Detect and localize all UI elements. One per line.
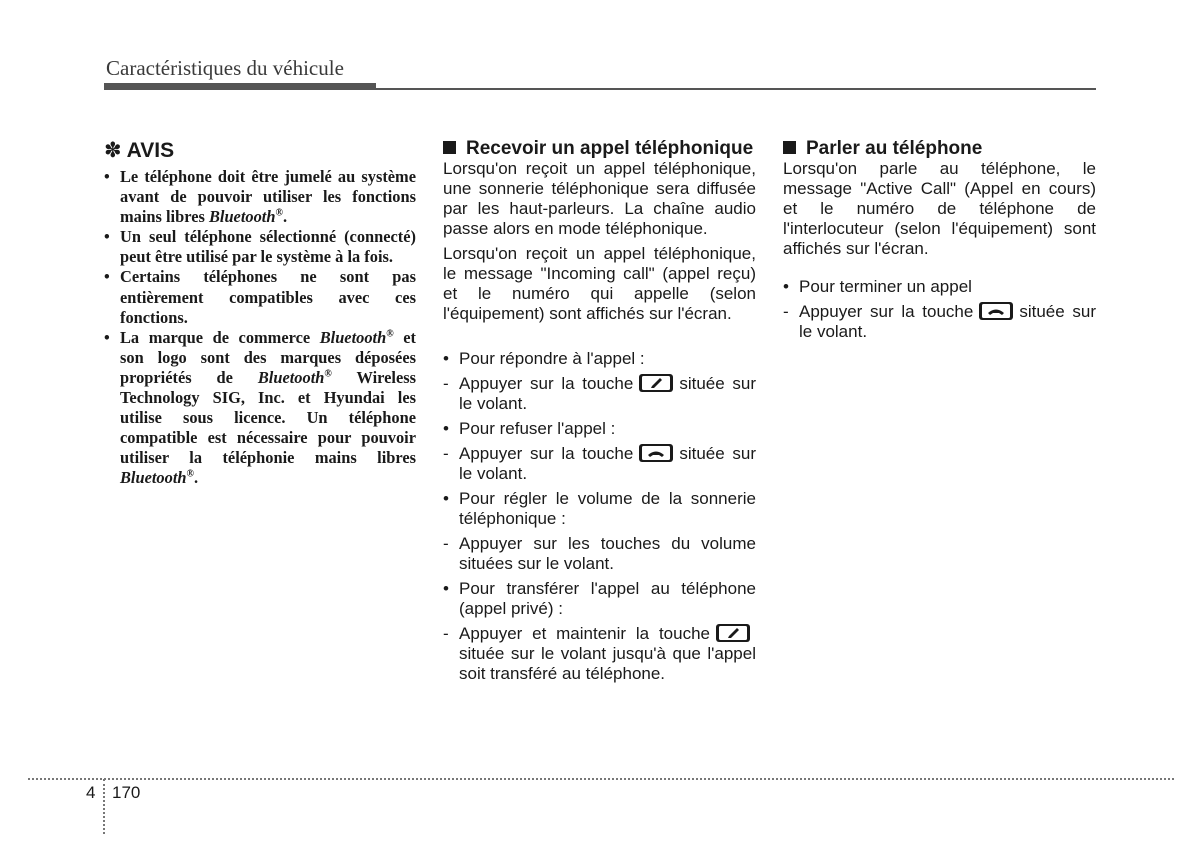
reject-step: - Appuyer sur la touche située sur le volant. — [443, 444, 756, 483]
volume-step: - Appuyer sur les touches du volume situées sur le volant. — [443, 534, 756, 573]
phone-hangup-icon — [979, 302, 1013, 320]
notice-list — [104, 167, 416, 489]
reject-bullet: • Pour refuser l'appel : — [443, 419, 616, 438]
notice-heading: ✽ AVIS — [104, 139, 175, 162]
footer-dotted-rule — [28, 778, 1174, 780]
phone-answer-icon — [639, 374, 673, 392]
notice-item: • Un seul téléphone sélectionné (connecté) peut être utilisé par le système à la fois. — [104, 227, 416, 267]
end-call-step: - Appuyer sur la touche située sur le volant. — [783, 302, 1096, 341]
chapter-number: 4 — [86, 783, 96, 802]
talk-paragraph: Lorsqu'on parle au téléphone, le message "Active Call" (Appel en cours) et le numéro de téléphone de l'interlocuteur (selon l'équipement) sont affichés sur l'écran. — [783, 159, 1096, 258]
phone-answer-icon — [716, 624, 750, 642]
receive-call-column — [443, 138, 756, 684]
header-rule — [104, 88, 1096, 90]
talk-heading: Parler au téléphone — [783, 138, 1096, 159]
square-bullet-icon — [783, 141, 796, 154]
phone-hangup-icon — [639, 444, 673, 462]
page-header-title: Caractéristiques du véhicule — [106, 56, 344, 80]
square-bullet-icon — [443, 141, 456, 154]
notice-column — [104, 138, 416, 489]
transfer-step: - Appuyer et maintenir la touche située sur le volant jusqu'à que l'appel soit transféré au téléphone. — [443, 624, 756, 683]
notice-item: • Le téléphone doit être jumelé au système avant de pouvoir utiliser les fonctions mains libres Bluetooth®. — [104, 167, 416, 227]
footer-dotted-divider — [103, 779, 105, 834]
answer-bullet: • Pour répondre à l'appel : — [443, 349, 645, 368]
notice-item: • Certains téléphones ne sont pas entièrement compatibles avec ces fonctions. — [104, 267, 416, 327]
page-number: 170 — [112, 783, 141, 802]
receive-call-paragraph-1: Lorsqu'on reçoit un appel téléphonique, une sonnerie téléphonique sera diffusée par les haut-parleurs. La chaîne audio passe alors en mode téléphonique. — [443, 159, 756, 238]
talk-column — [783, 138, 1096, 342]
receive-call-heading: Recevoir un appel téléphonique — [443, 138, 756, 159]
end-call-bullet: • Pour terminer un appel — [783, 277, 972, 296]
notice-item: • La marque de commerce Bluetooth® et son logo sont des marques déposées propriétés de Bluetooth® Wireless Technology SIG, Inc. et Hyundai les utilise sous licence. Un téléphone compatible est nécessaire pour pouvoir utiliser la téléphonie mains libres Bluetooth®. — [104, 327, 416, 488]
asterisk-icon: ✽ — [104, 139, 127, 162]
volume-bullet: • Pour régler le volume de la sonnerie téléphonique : — [443, 489, 756, 528]
receive-call-paragraph-2: Lorsqu'on reçoit un appel téléphonique, le message "Incoming call" (appel reçu) et le numéro qui appelle (selon l'équipement) sont affichés sur l'écran. — [443, 244, 756, 323]
answer-step: - Appuyer sur la touche située sur le volant. — [443, 374, 756, 413]
transfer-bullet: • Pour transférer l'appel au téléphone (appel privé) : — [443, 579, 756, 618]
